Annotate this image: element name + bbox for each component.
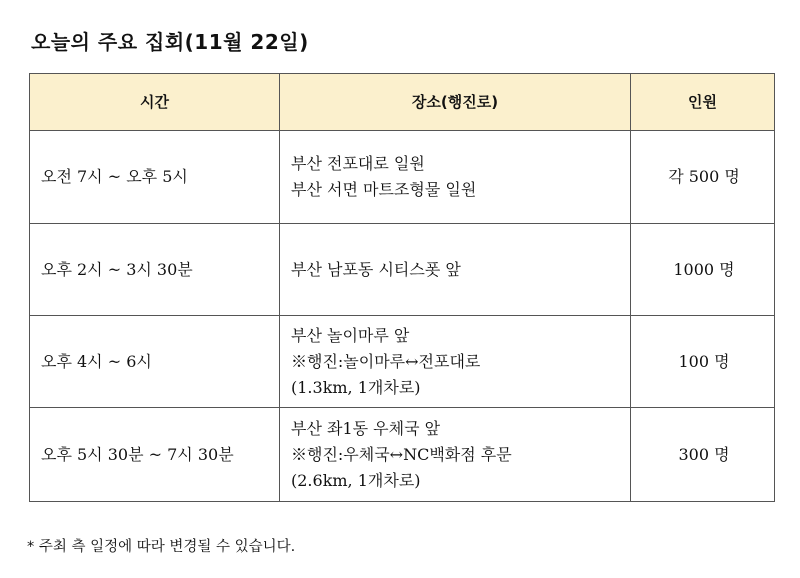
table-header-row (30, 74, 775, 131)
march-distance-line: (1.3km, 1개차로) (291, 377, 421, 397)
footnote: * 주최 측 일정에 따라 변경될 수 있습니다. (27, 539, 296, 555)
header-place: 장소(행진로) (280, 74, 631, 131)
table-row (30, 316, 775, 408)
rally-schedule-table (29, 73, 775, 502)
cell-place (280, 224, 631, 316)
cell-count: 1000 명 (631, 224, 775, 316)
place-line: 부산 서면 마트조형물 일원 (291, 180, 477, 199)
header-time: 시간 (30, 74, 280, 131)
march-distance-line: (2.6km, 1개차로) (291, 470, 421, 490)
cell-place (280, 131, 631, 224)
march-route-line: ※행진:우체국↔NC백화점 후문 (291, 444, 512, 464)
cell-time: 오전 7시 ~ 오후 5시 (30, 131, 280, 224)
table-row (30, 408, 775, 502)
place-line: 부산 좌1동 우체국 앞 (291, 418, 441, 438)
cell-place (280, 316, 631, 408)
cell-time: 오후 5시 30분 ~ 7시 30분 (30, 408, 280, 502)
header-count: 인원 (631, 74, 775, 131)
place-line: 부산 남포동 시티스폿 앞 (291, 259, 461, 279)
table-row (30, 131, 775, 224)
cell-time: 오후 4시 ~ 6시 (30, 316, 280, 408)
cell-count: 300 명 (631, 408, 775, 502)
cell-count: 100 명 (631, 316, 775, 408)
cell-count: 각 500 명 (631, 131, 775, 224)
place-line: 부산 전포대로 일원 (291, 154, 425, 173)
cell-time: 오후 2시 ~ 3시 30분 (30, 224, 280, 316)
table-row (30, 224, 775, 316)
march-route-line: ※행진:놀이마루↔전포대로 (291, 351, 481, 371)
page-title: 오늘의 주요 집회(11월 22일) (31, 30, 309, 54)
cell-place (280, 408, 631, 502)
place-line: 부산 놀이마루 앞 (291, 325, 410, 345)
